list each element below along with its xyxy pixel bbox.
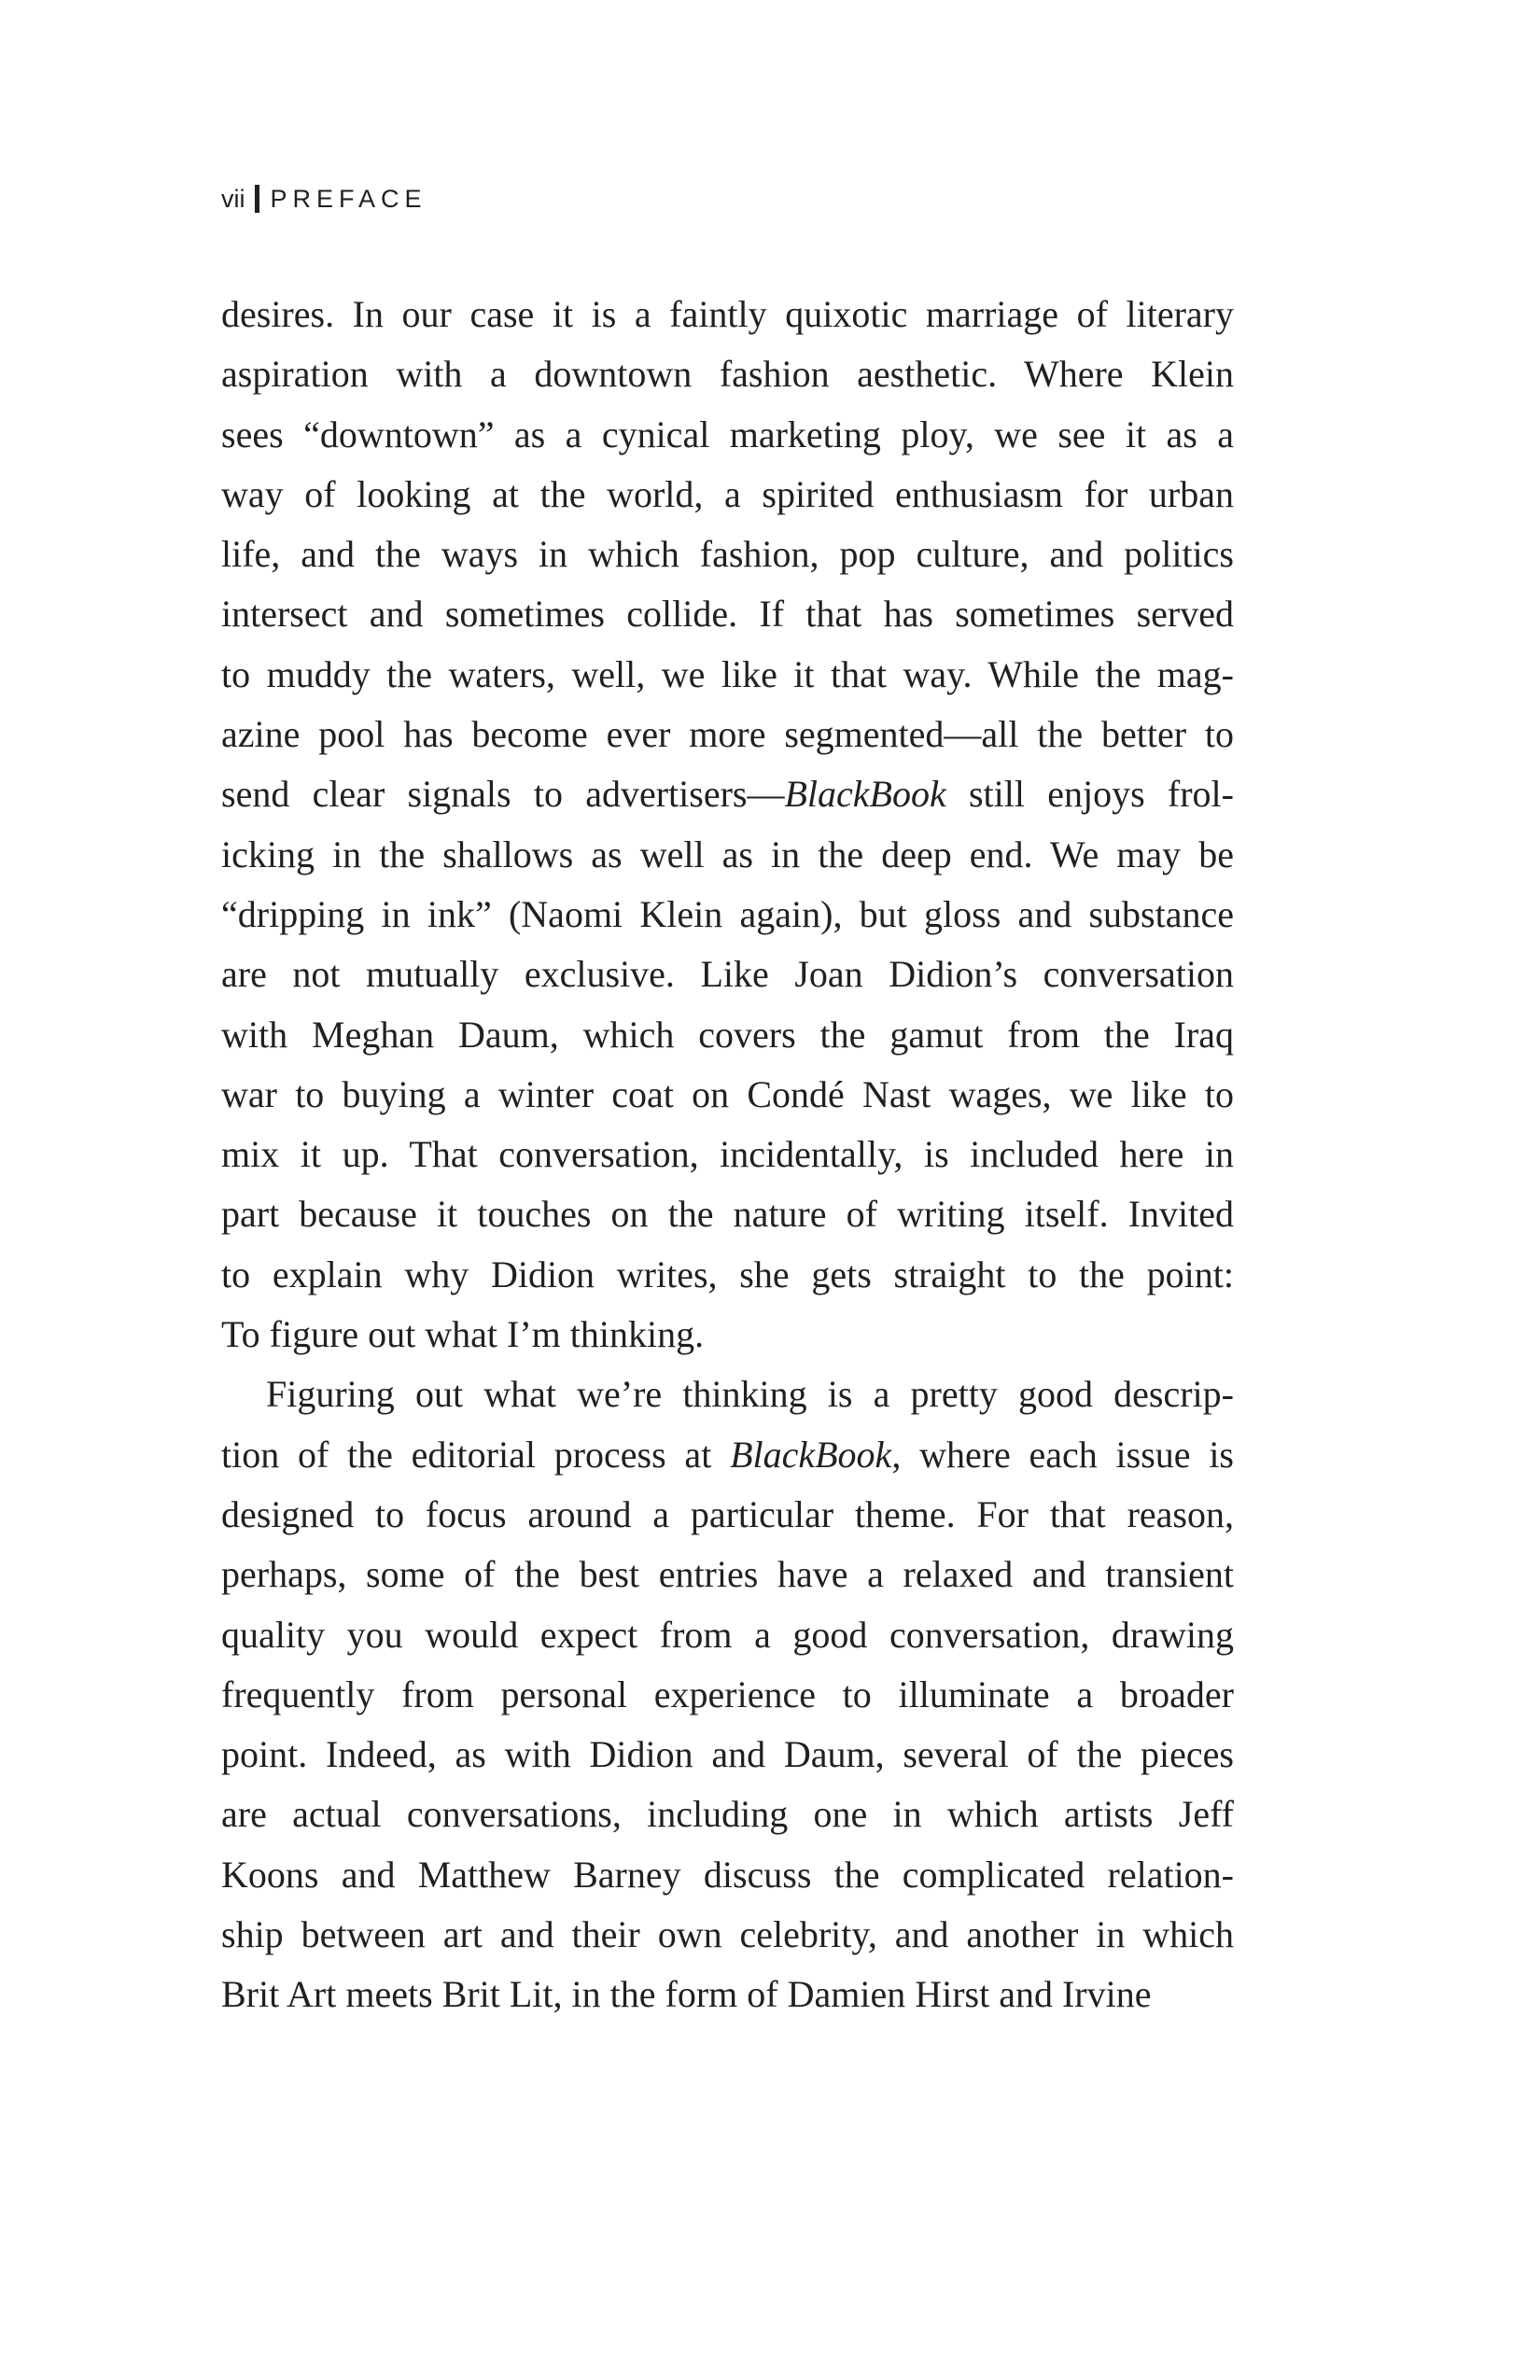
text-line <box>221 1665 1234 1725</box>
text-run: sees “downtown” as a cynical marketing ploy, we see it as a <box>221 413 1234 455</box>
text-run: tion of the editorial process at <box>221 1433 731 1476</box>
text-run: war to buying a winter coat on Condé Nast wages, we like to <box>221 1072 1234 1115</box>
text-line <box>221 1245 1234 1305</box>
text-run: are actual conversations, including one in which artists Jeff <box>221 1793 1234 1836</box>
text-run: ship between art and their own celebrity, and another in which <box>221 1913 1234 1956</box>
text-run: desires. In our case it is a faintly quixotic marriage of literary <box>221 293 1234 335</box>
text-run: to explain why Didion writes, she gets straight to the point: <box>221 1253 1234 1295</box>
paragraph <box>221 285 1234 1365</box>
text-run: send clear signals to advertisers— <box>221 773 785 816</box>
text-run: with Meghan Daum, which covers the gamut from the Iraq <box>221 1013 1234 1056</box>
text-line <box>221 584 1234 644</box>
italic-title: BlackBook <box>784 773 946 816</box>
text-line <box>221 1965 1234 2024</box>
text-line <box>221 344 1234 404</box>
text-line <box>221 1065 1234 1125</box>
text-run: designed to focus around a particular theme. For that reason, <box>221 1492 1234 1535</box>
italic-title: BlackBook <box>730 1433 892 1476</box>
text-line <box>221 1365 1234 1424</box>
text-line <box>221 764 1234 824</box>
text-line <box>221 825 1234 885</box>
text-run: aspiration with a downtown fashion aesthetic. Where Klein <box>221 353 1234 396</box>
text-line <box>221 405 1234 465</box>
text-run: quality you would expect from a good conversation, drawing <box>221 1613 1234 1656</box>
text-run: point. Indeed, as with Didion and Daum, several of the pieces <box>221 1733 1234 1776</box>
text-run: Koons and Matthew Barney discuss the complicated relation- <box>221 1853 1234 1896</box>
text-line <box>221 705 1234 764</box>
text-run: part because it touches on the nature of writing itself. Invited <box>221 1193 1234 1236</box>
paragraph <box>221 1365 1234 2024</box>
text-line <box>221 1425 1234 1485</box>
text-line <box>221 1184 1234 1244</box>
text-line <box>221 885 1234 945</box>
text-line <box>221 645 1234 705</box>
text-run: way of looking at the world, a spirited enthusiasm for urban <box>221 472 1234 515</box>
text-line <box>221 1845 1234 1905</box>
text-line <box>221 1605 1234 1665</box>
text-run: Figuring out what we’re thinking is a pretty good descrip- <box>266 1373 1234 1416</box>
text-run: frequently from personal experience to illuminate a broader <box>221 1673 1234 1715</box>
running-head <box>221 180 427 217</box>
text-run: life, and the ways in which fashion, pop culture, and politics <box>221 533 1234 576</box>
text-run: To figure out what I’m thinking. <box>221 1313 705 1356</box>
text-line <box>221 525 1234 584</box>
text-run: icking in the shallows as well as in the deep end. We may be <box>221 833 1234 875</box>
text-line <box>221 1005 1234 1065</box>
text-run: are not mutually exclusive. Like Joan Didion’s conversation <box>221 953 1234 996</box>
page-number: vii <box>221 184 245 213</box>
text-line <box>221 1785 1234 1844</box>
section-title: PREFACE <box>270 184 427 213</box>
text-run: Brit Art meets Brit Lit, in the form of Damien Hirst and Irvine <box>221 1973 1152 2016</box>
text-line <box>221 945 1234 1004</box>
text-line <box>221 1725 1234 1785</box>
text-run: intersect and sometimes collide. If that has sometimes served <box>221 593 1234 636</box>
text-run: still enjoys frol- <box>945 773 1234 816</box>
text-run: , where each issue is <box>891 1433 1234 1476</box>
text-run: azine pool has become ever more segmented—all the better to <box>221 713 1234 756</box>
text-line <box>221 1905 1234 1965</box>
text-line <box>221 465 1234 525</box>
text-run: perhaps, some of the best entries have a relaxed and transient <box>221 1553 1234 1596</box>
text-run: mix it up. That conversation, incidentally, is included here in <box>221 1133 1234 1176</box>
text-run: “dripping in ink” (Naomi Klein again), but gloss and substance <box>221 892 1234 935</box>
text-line <box>221 1125 1234 1184</box>
body-text <box>221 285 1234 2025</box>
text-line <box>221 1305 1234 1365</box>
text-line <box>221 1485 1234 1545</box>
text-line <box>221 285 1234 344</box>
text-line <box>221 1545 1234 1604</box>
header-divider <box>255 185 259 213</box>
text-run: to muddy the waters, well, we like it that way. While the mag- <box>221 652 1234 695</box>
